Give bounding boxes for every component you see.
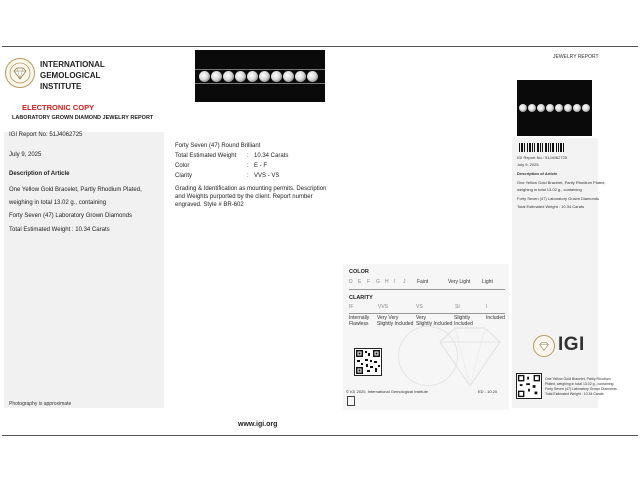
clarity-code: VVS — [378, 304, 389, 310]
watermark-diamond-icon — [430, 322, 510, 392]
color-letter: I — [394, 279, 396, 285]
report-title: LABORATORY GROWN DIAMOND JEWELRY REPORT — [12, 115, 154, 121]
detail-row-weight-value: 10.34 Carats — [254, 153, 289, 159]
color-letter: F — [367, 279, 371, 285]
left-description-heading: Description of Article — [9, 171, 70, 177]
detail-row-clarity-value: VVS - VS — [254, 173, 280, 179]
electronic-copy-label: ELECTRONIC COPY — [22, 103, 95, 112]
detail-row-clarity-sep: : — [247, 173, 249, 179]
detail-row-color-sep: : — [247, 163, 249, 169]
clarity-grade-label: Slightly — [454, 315, 471, 321]
clarity-scale-rule — [349, 313, 505, 314]
clarity-grade-label: Internally — [349, 315, 370, 321]
clarity-grade-label: Very — [416, 315, 427, 321]
clarity-code: SI — [455, 304, 460, 310]
right-mini-line2: Plated, weighing in total 13.02 g., containing — [545, 382, 614, 386]
right-qr-code-icon — [516, 373, 542, 399]
right-description-line1: One Yellow Gold Bracelet, Partly Rhodium Plated, — [517, 180, 606, 185]
color-letter: G — [376, 279, 380, 285]
comments-line2: and Weights purported by the client. Report number — [175, 194, 313, 200]
right-stones-line: Forty Seven (47) Laboratory Grown Diamonds — [517, 196, 600, 201]
detail-row-clarity-label: Clarity — [175, 173, 193, 179]
footer-url[interactable]: www.igi.org — [238, 421, 278, 428]
clarity-grade-label: Flawless — [349, 321, 369, 327]
right-header-label: JEWELRY REPORT — [553, 54, 599, 60]
clarity-grade-label: Slightly Included — [416, 321, 453, 327]
clarity-code: IF — [349, 304, 354, 310]
clarity-code: VS — [416, 304, 423, 310]
org-name-line3: INSTITUTE — [40, 82, 82, 91]
color-letter: J — [403, 279, 406, 285]
igi-brand-text: IGI — [558, 334, 585, 355]
color-letter: D — [349, 279, 353, 285]
clarity-grade-label: Included — [454, 321, 473, 327]
right-panel — [512, 138, 598, 408]
color-scale-rule — [349, 289, 505, 290]
right-mini-line1: One Yellow Gold Bracelet, Partly Rhodium — [545, 377, 611, 381]
color-grade-label: Faint — [417, 279, 429, 285]
color-grade-label: Very Light — [448, 279, 471, 285]
qr-code-icon — [354, 348, 382, 376]
comments-line1: Grading & Identification as mounting permits. Description — [175, 186, 327, 192]
igi-logo-icon — [5, 58, 35, 88]
color-letter: E — [358, 279, 362, 285]
right-report-date: July 9, 2025 — [517, 162, 539, 167]
copyright-line: © IGI 2020, International Gemological Institute — [346, 389, 429, 394]
right-report-number: IGI Report No.: 51J4062725 — [517, 155, 568, 160]
left-report-date: July 9, 2025 — [9, 152, 42, 158]
left-total-weight: Total Estimated Weight : 10.34 Carats — [9, 227, 110, 233]
clarity-scale-heading: CLARITY — [349, 295, 373, 301]
clarity-code: I — [486, 304, 488, 310]
stone-description: Forty Seven (47) Round Brilliant — [175, 143, 261, 149]
barcode-icon — [519, 143, 565, 152]
right-description-line2: weighing in total 13.02 g., containing — [517, 187, 582, 192]
clarity-grade-label: Slightly Included — [377, 321, 414, 327]
detail-row-color-label: Color — [175, 163, 190, 169]
detail-row-color-value: E - F — [254, 163, 267, 169]
right-bracelet-photo — [517, 80, 592, 136]
detail-row-weight-sep: : — [247, 153, 249, 159]
left-description-line1: One Yellow Gold Bracelet, Partly Rhodium Plated, — [9, 187, 142, 193]
form-code: ED - 10.20 — [478, 389, 498, 394]
right-description-heading: Description of Article — [517, 171, 558, 176]
color-scale-heading: COLOR — [349, 269, 369, 275]
color-grade-label: Light — [482, 279, 493, 285]
clarity-grade-label: Very Very — [377, 315, 399, 321]
photo-note: Photography is approximate — [9, 401, 72, 407]
left-report-number: IGI Report No: 51J4062725 — [9, 132, 83, 138]
comments-line3: engraved. Style # BR-602 — [175, 202, 244, 208]
bracelet-photo — [195, 50, 325, 102]
right-total-weight: Total Estimated Weight : 10.34 Carats — [517, 204, 585, 209]
right-mini-line3: Forty Seven (47) Laboratory Grown Diamonds — [545, 387, 617, 391]
right-igi-logo-icon — [533, 335, 555, 357]
clarity-grade-label: Included — [486, 315, 505, 321]
color-letter: H — [385, 279, 389, 285]
document-icon — [347, 396, 355, 406]
left-stones-line: Forty Seven (47) Laboratory Grown Diamonds — [9, 213, 133, 219]
detail-row-weight-label: Total Estimated Weight — [175, 153, 237, 159]
left-description-line2: weighing in total 13.02 g., containing — [9, 200, 107, 206]
org-name-line1: INTERNATIONAL — [40, 60, 105, 69]
right-mini-line4: Total Estimated Weight : 10.34 Carats — [545, 392, 604, 396]
org-name-line2: GEMOLOGICAL — [40, 71, 101, 80]
